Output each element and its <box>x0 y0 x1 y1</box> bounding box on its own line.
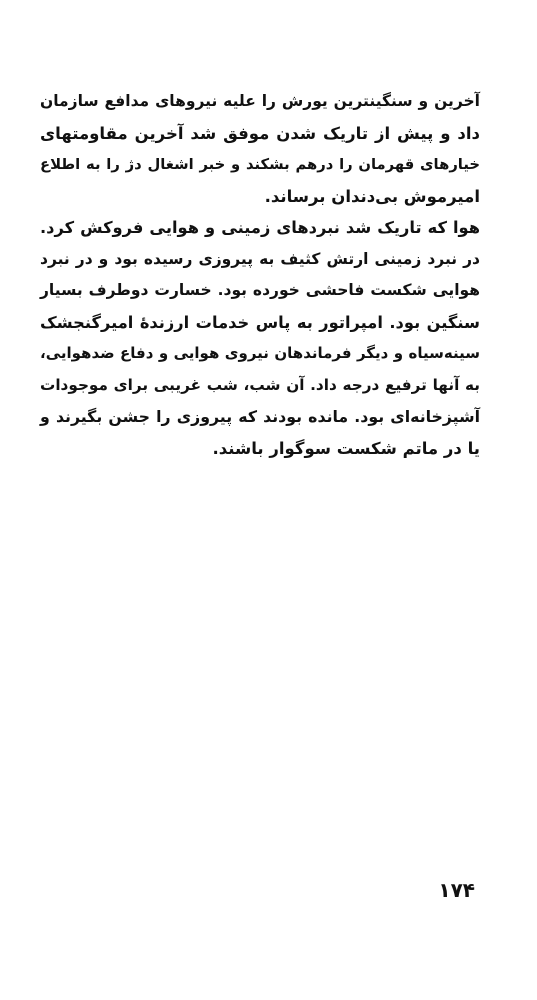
text-line: داد و پیش از تاریک شدن موفق شد آخرین مقاومتهای <box>40 123 480 143</box>
text-line: آشپزخانه‌ای بود. مانده بودند که پیروزی را جشن بگیرند و <box>40 407 480 426</box>
text-line: سینه‌سیاه و دیگر فرماندهان نیروی هوایی و دفاع ضدهوایی، <box>40 344 480 362</box>
text-line: سنگین بود. امپراتور به پاس خدمات ارزندهٔ امیرگنجشک <box>40 312 480 332</box>
text-line: به آنها ترفیع درجه داد. آن شب، شب غریبی برای موجودات <box>40 375 480 394</box>
text-line: در نبرد زمینی ارتش کثیف به پیروزی رسیده بود و در نبرد <box>40 249 480 268</box>
paragraph-2 <box>40 212 480 464</box>
text-line: امیرموش بی‌دندان برساند. <box>264 186 480 206</box>
text-line: آخرین و سنگینترین یورش را علیه نیروهای مدافع سازمان <box>40 92 480 110</box>
text-line: خیارهای قهرمان را درهم بشکند و خبر اشغال دژ را به اطلاع <box>40 156 480 173</box>
page-number: ۱۷۴ <box>438 878 475 902</box>
text-line: هوا که تاریک شد نبردهای زمینی و هوایی فروکش کرد. <box>40 218 480 237</box>
text-line: یا در ماتم شکست سوگوار باشند. <box>212 438 480 458</box>
paragraph-1 <box>40 86 480 212</box>
body-text <box>40 86 480 464</box>
text-line: هوایی شکست فاحشی خورده بود. خسارت دوطرف بسیار <box>40 281 480 299</box>
